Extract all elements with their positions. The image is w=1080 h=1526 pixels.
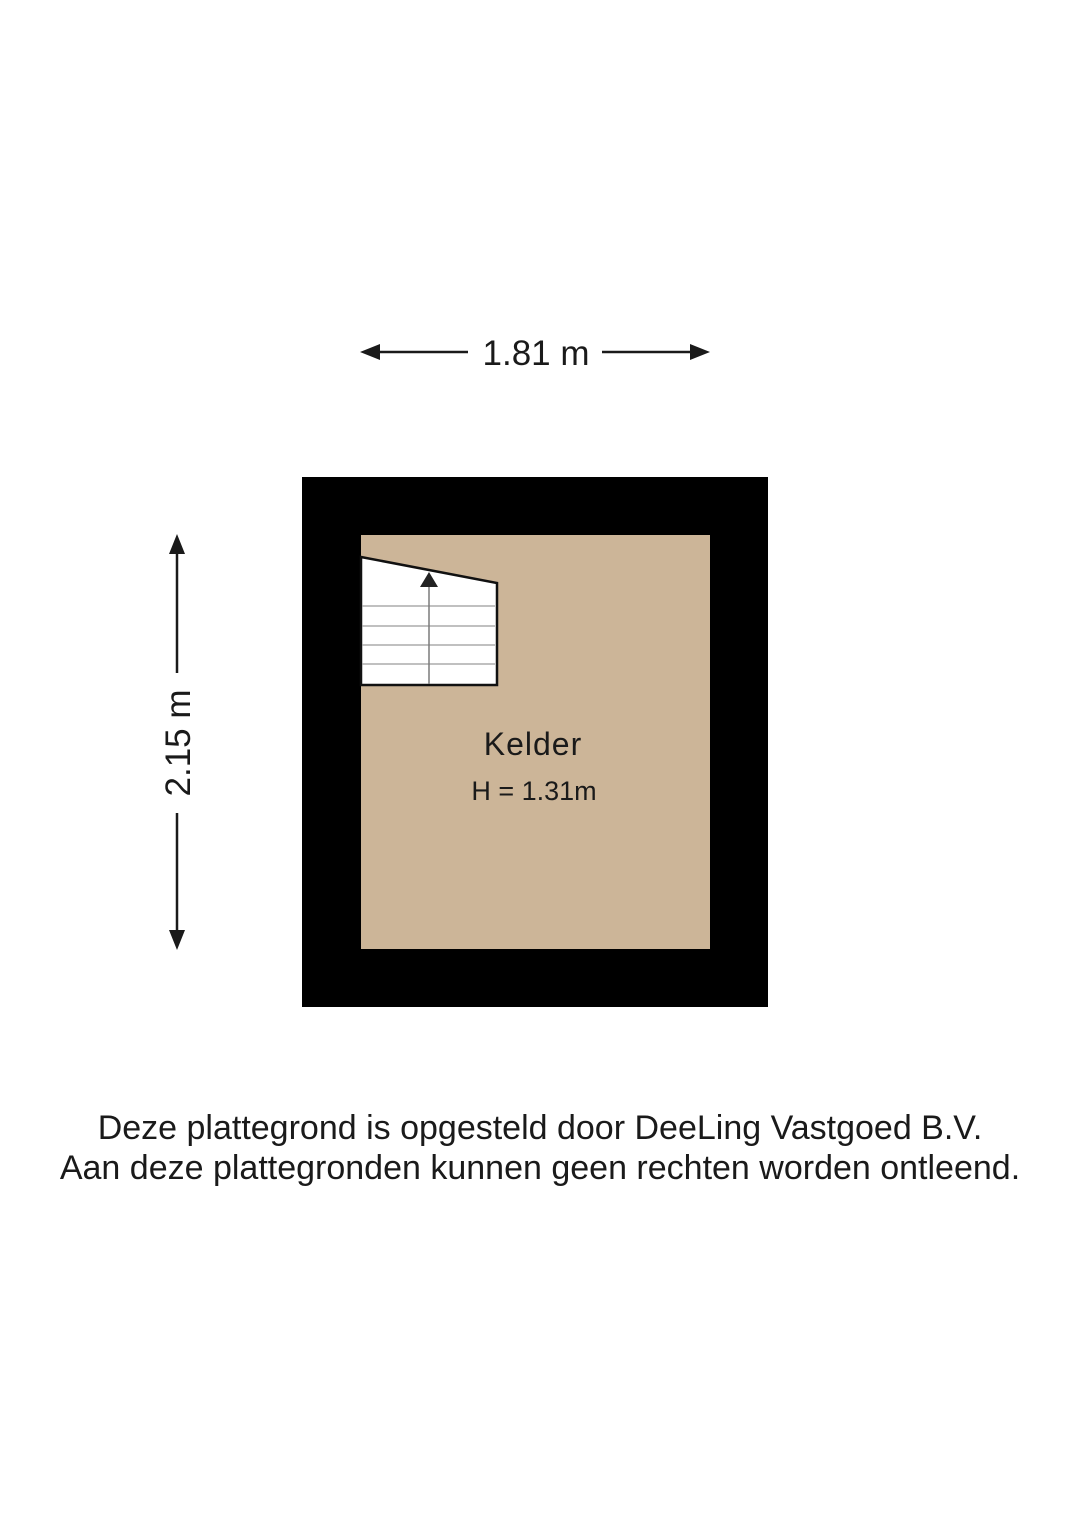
width-dimension: [360, 334, 710, 373]
arrow-right-icon: [690, 344, 710, 360]
room-name: Kelder: [483, 726, 583, 762]
depth-dimension: [159, 534, 198, 950]
depth-dimension-label: 2.15 m: [159, 689, 198, 797]
arrow-left-icon: [360, 344, 380, 360]
room-height: H = 1.31m: [471, 776, 597, 806]
disclaimer-line-2: Aan deze plattegronden kunnen geen rechten worden ontleend.: [59, 1149, 1021, 1187]
width-dimension-label: 1.81 m: [482, 334, 590, 373]
arrow-down-icon: [169, 930, 185, 950]
arrow-up-icon: [169, 534, 185, 554]
disclaimer-line-1: Deze plattegrond is opgesteld door DeeLing Vastgoed B.V.: [97, 1109, 983, 1147]
